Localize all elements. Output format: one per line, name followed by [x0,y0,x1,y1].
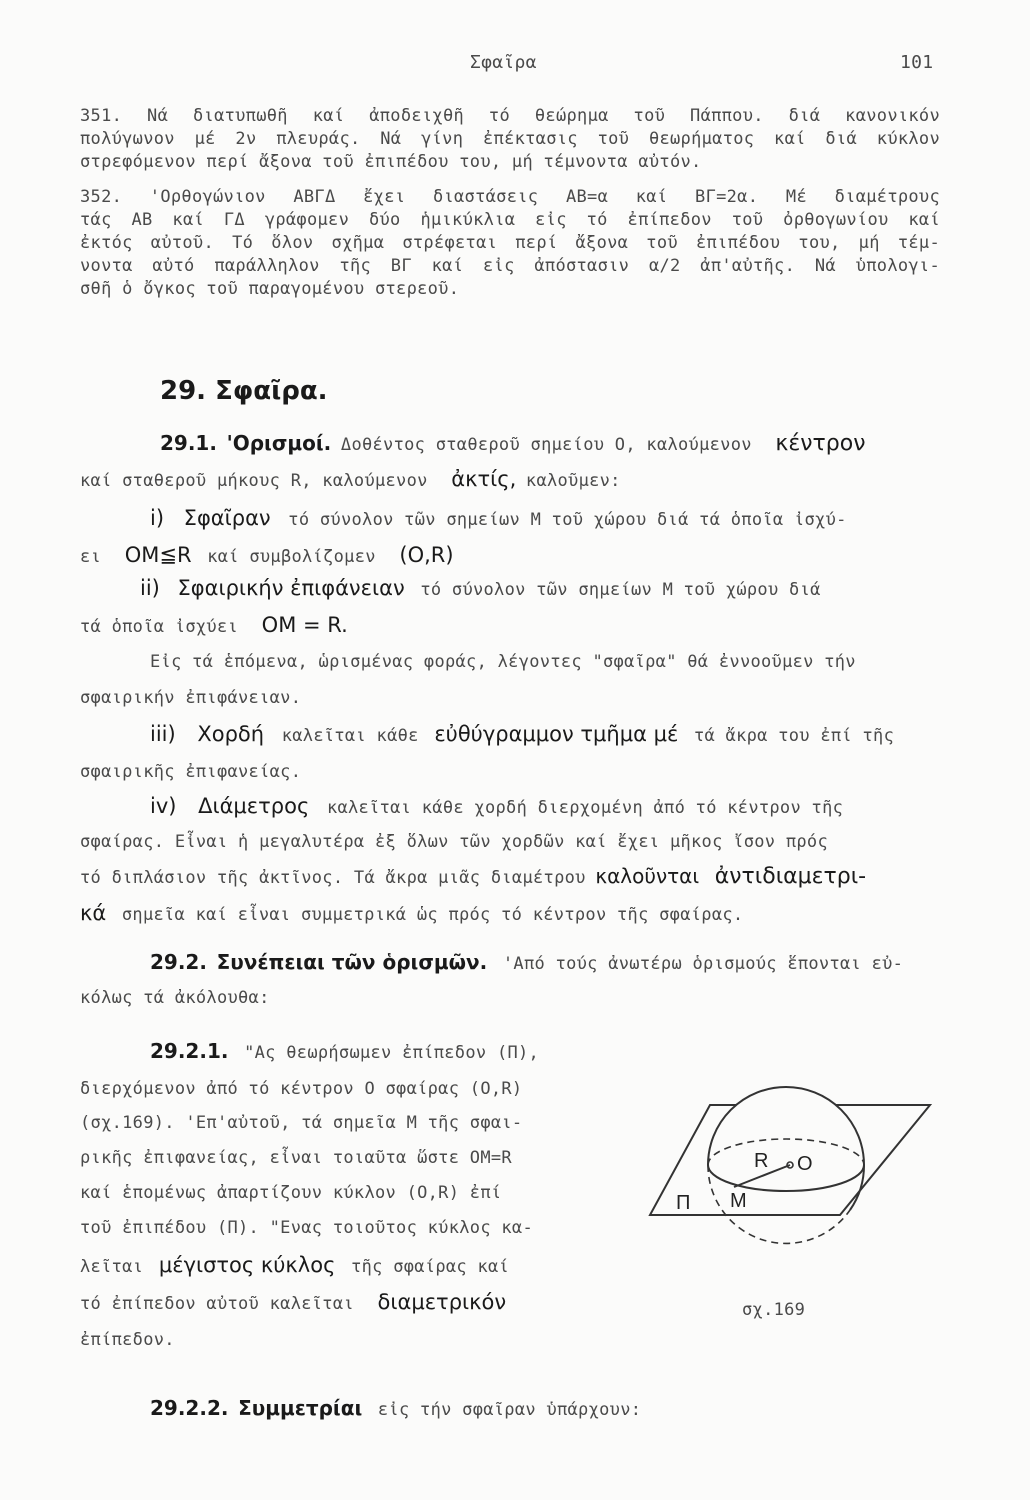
text: ει [80,547,102,567]
exercise-line: πολύγωνον μέ 2ν πλευράς. Νά γίνη ἐπέκτασις τοῦ θεωρήματος καί διά κύκλον [80,129,940,149]
text: καλεῖται κάθε [281,726,419,746]
text-line: κόλως τά ἀκόλουθα: [80,988,270,1008]
sphere-plane-figure [640,1085,940,1265]
label-M: M [730,1190,747,1212]
text-line: σφαίρας. Εἶναι ἡ μεγαλυτέρα ἐξ ὅλων τῶν χορδῶν καί ἔχει μῆκος ἴσον πρός [80,832,828,852]
formula: OM = R. [261,613,348,637]
subsection-number: 29.2. [150,950,207,974]
term-kalountai: καλοῦνται [595,864,700,888]
sphere-upper-hemisphere [708,1087,864,1165]
exercise-line: 351. Νά διατυπωθῆ καί ἀποδειχθῆ τό θεώρημα τοῦ Πάππου. διά κανονικόν [80,106,940,126]
text-line: σφαιρικῆς ἐπιφανείας. [80,762,302,782]
term-sfaira: Σφαῖραν [183,506,271,530]
item-marker: ii) [140,576,160,600]
text: τά ἄκρα του ἐπί τῆς [693,726,895,746]
subsection-number: 29.2.1. [150,1039,229,1063]
text-line [80,1285,506,1319]
text-line [80,896,743,930]
text: "Ας θεωρήσωμεν ἐπίπεδον (Π), [244,1043,540,1063]
running-title: Σφαῖρα [470,52,537,73]
text: καί συμβολίζομεν [207,547,376,567]
text-line: διερχόμενον ἀπό τό κέντρον O σφαίρας (O,R) [80,1079,523,1099]
exercise-line: σθῆ ὁ ὄγκος τοῦ παραγομένου στερεοῦ. [80,279,460,299]
text-line: ἐπίπεδον. [80,1330,175,1350]
text: σημεῖα καί εἶναι συμμετρικά ὡς πρός τό κέντρον τῆς σφαίρας. [121,905,744,925]
exercise-352 [80,186,940,301]
subsection-heading: Συμμετρίαι [238,1396,363,1420]
definition-iv [150,788,843,824]
exercise-line: νοντα αὐτό παράλληλον τῆς ΒΓ καί εἰς ἀπόστασιν α/2 ἀπ'αὐτῆς. Νά ὑπολογι- [80,256,940,276]
exercise-351 [80,105,940,174]
term-antidiametrika: ἀντιδιαμετρι- [714,864,867,889]
text-line: τοῦ ἐπιπέδου (Π). "Ενας τοιοῦτος κύκλος κα- [80,1218,533,1238]
item-marker: i) [150,506,165,530]
text-line: καί ἑπομένως ἀπαρτίζουν κύκλον (O,R) ἐπί [80,1183,502,1203]
definition-ii [140,570,821,606]
great-circle-front [708,1165,864,1191]
label-R: R [754,1150,769,1172]
item-marker: iv) [150,794,177,818]
text: τό σύνολον τῶν σημείων M τοῦ χώρου διά τά ὁποῖα ἰσχύ- [288,510,847,530]
term-xordi: Χορδή [197,722,265,746]
text: 'Από τούς ἀνωτέρω ὁρισμούς ἕπονται εὐ- [502,954,904,974]
subsection-heading: Συνέπειαι τῶν ὁρισμῶν. [216,950,488,974]
page-number: 101 [900,52,934,73]
note-line: Εἰς τά ἑπόμενα, ὡρισμένας φοράς, λέγοντες "σφαῖρα" θά ἐννοοῦμεν τήν [150,652,856,672]
term-aktis: ἀκτίς, [451,467,517,491]
text: λεῖται [80,1257,144,1277]
subsection-heading: 'Ορισμοί. [226,431,332,455]
formula: OM≦R [124,543,192,567]
definitions-heading-line [160,426,866,460]
text: Δοθέντος σταθεροῦ σημείου O, καλούμενον [340,435,752,455]
text-line [80,538,454,572]
definition-iii [150,716,894,752]
text-line [80,858,866,894]
text: εἰς τήν σφαῖραν ὑπάρχουν: [377,1400,642,1420]
item-marker: iii) [150,722,176,746]
text-line [80,1248,509,1282]
text: καλοῦμεν: [525,471,621,491]
text: τό σύνολον τῶν σημείων M τοῦ χώρου διά [420,580,821,600]
text-line: (σχ.169). 'Επ'αὐτοῦ, τά σημεῖα M τῆς σφαι- [80,1113,523,1133]
symmetries-heading-line [150,1390,641,1426]
section-title: 29. Σφαῖρα. [160,376,328,406]
figure-caption: σχ.169 [742,1300,806,1320]
text-line [80,462,621,496]
term-kentron: κέντρον [775,431,866,456]
formula: (O,R) [399,543,454,567]
text: τῆς σφαίρας καί [351,1257,510,1277]
text-line [80,608,348,642]
paragraph-29-2-1-first-line [150,1034,539,1068]
text: εὐθύγραμμον τμῆμα μέ [434,722,679,746]
label-P: Π [676,1192,691,1214]
exercise-line: τάς ΑΒ καί ΓΔ γράφομεν δύο ἡμικύκλια εἰς τό ἐπίπεδον τοῦ ὀρθογωνίου καί [80,210,940,230]
text: τό ἐπίπεδον αὐτοῦ καλεῖται [80,1294,354,1314]
text: καί σταθεροῦ μήκους R, καλούμενον [80,471,428,491]
text: τό διπλάσιον τῆς ἀκτῖνος. Τά ἄκρα μιᾶς διαμέτρου [80,868,586,888]
definition-i [150,500,847,536]
term-sfairiki-epifaneia: Σφαιρικήν ἐπιφάνειαν [177,576,405,600]
term-diametrikon: διαμετρικόν [377,1290,507,1314]
exercise-line: ἐκτός αὐτοῦ. Τό ὅλον σχῆμα στρέφεται περί ἄξονα τοῦ ἐπιπέδου του, μή τέμ- [80,233,940,253]
term-megistos-kyklos: μέγιστος κύκλος [158,1253,336,1277]
text: τά ὁποῖα ἰσχύει [80,617,239,637]
subsection-number: 29.1. [160,431,217,455]
label-O: O [797,1153,813,1175]
text: καλεῖται κάθε χορδή διερχομένη ἀπό τό κέντρον τῆς [326,798,844,818]
subsection-number: 29.2.2. [150,1396,229,1420]
term-antidiametrika-end: κά [80,901,107,925]
exercise-line: 352. 'Ορθογώνιον ΑΒΓΔ ἔχει διαστάσεις ΑΒ=α καί ΒΓ=2α. Μέ διαμέτρους [80,187,940,207]
exercise-line: στρεφόμενον περί ἄξονα τοῦ ἐπιπέδου του, μή τέμνοντα αὐτόν. [80,152,702,172]
consequences-heading-line [150,944,903,980]
term-diametros: Διάμετρος [198,794,310,818]
note-line: σφαιρικήν ἐπιφάνειαν. [80,688,302,708]
text-line: ρικῆς ἐπιφανείας, εἶναι τοιαῦτα ὥστε OM=R [80,1148,512,1168]
